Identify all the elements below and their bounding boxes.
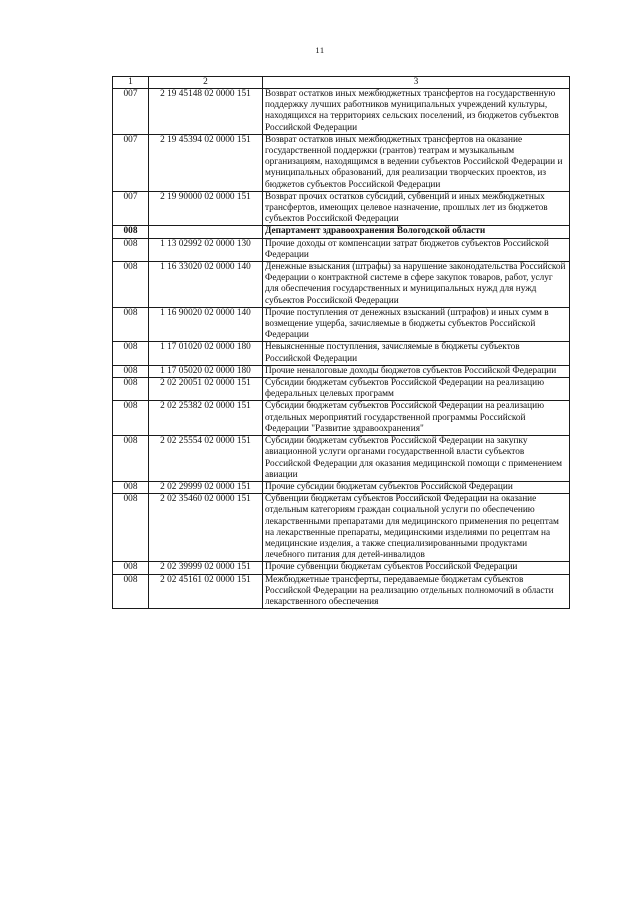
- admin-code-cell: 008: [113, 481, 149, 493]
- table-row: [113, 494, 570, 562]
- description-cell: Прочие доходы от компенсации затрат бюджетов субъектов Российской Федерации: [263, 238, 570, 261]
- admin-code-cell: 008: [113, 574, 149, 609]
- admin-code-cell: 008: [113, 342, 149, 365]
- table-row: [113, 89, 570, 135]
- budget-code-cell: 2 02 45161 02 0000 151: [149, 574, 263, 609]
- admin-code-cell: 007: [113, 89, 149, 135]
- table-row: [113, 401, 570, 436]
- description-cell: Субсидии бюджетам субъектов Российской Федерации на реализацию федеральных целевых программ: [263, 378, 570, 401]
- budget-code-cell: 2 02 35460 02 0000 151: [149, 494, 263, 562]
- table-row: [113, 191, 570, 226]
- table-body: [113, 89, 570, 609]
- table-row: [113, 134, 570, 191]
- table-row: [113, 436, 570, 482]
- admin-code-cell: 008: [113, 307, 149, 342]
- budget-code-cell: 1 16 33020 02 0000 140: [149, 262, 263, 308]
- budget-code-cell: 2 02 20051 02 0000 151: [149, 378, 263, 401]
- budget-code-cell: 2 02 29999 02 0000 151: [149, 481, 263, 493]
- admin-code-cell: 008: [113, 401, 149, 436]
- admin-code-cell: 008: [113, 238, 149, 261]
- admin-code-cell: 008: [113, 262, 149, 308]
- description-cell: Возврат остатков иных межбюджетных трансфертов на оказание государственной поддержки (грантов) театрам и музыкальным организациям, находящимся в ведении субъектов Российской Федерации и муниципальных образований, для реализации творческих проектов, из бюджетов субъектов Российской Федерации: [263, 134, 570, 191]
- column-header: 3: [263, 77, 570, 89]
- budget-code-cell: 2 02 39999 02 0000 151: [149, 562, 263, 574]
- admin-code-cell: 008: [113, 226, 149, 238]
- table-row: [113, 378, 570, 401]
- description-cell: Департамент здравоохранения Вологодской области: [263, 226, 570, 238]
- budget-code-cell: 2 19 45394 02 0000 151: [149, 134, 263, 191]
- budget-code-cell: 2 02 25382 02 0000 151: [149, 401, 263, 436]
- page-number: 11: [315, 45, 325, 55]
- description-cell: Субсидии бюджетам субъектов Российской Федерации на закупку авиационной услуги органами государственной власти субъектов Российской Федерации для оказания медицинской помощи с применением авиации: [263, 436, 570, 482]
- table-row: [113, 262, 570, 308]
- table-row: [113, 226, 570, 238]
- budget-code-cell: 1 16 90020 02 0000 140: [149, 307, 263, 342]
- budget-code-cell: 1 13 02992 02 0000 130: [149, 238, 263, 261]
- admin-code-cell: 008: [113, 365, 149, 377]
- budget-code-cell: 1 17 01020 02 0000 180: [149, 342, 263, 365]
- column-header: 2: [149, 77, 263, 89]
- table-row: [113, 238, 570, 261]
- admin-code-cell: 008: [113, 494, 149, 562]
- description-cell: Прочие поступления от денежных взысканий (штрафов) и иных сумм в возмещение ущерба, зачисляемые в бюджеты субъектов Российской Федерации: [263, 307, 570, 342]
- table-row: [113, 574, 570, 609]
- column-header: 1: [113, 77, 149, 89]
- admin-code-cell: 008: [113, 562, 149, 574]
- description-cell: Субсидии бюджетам субъектов Российской Федерации на реализацию отдельных мероприятий государственной программы Российской Федерации "Развитие здравоохранения": [263, 401, 570, 436]
- description-cell: Субвенции бюджетам субъектов Российской Федерации на оказание отдельным категориям граждан социальной услуги по обеспечению лекарственными препаратами для медицинского применения по рецептам на лекарственные препараты, медицинскими изделиями по рецептам на медицинские изделия, а также специализированными продуктами лечебного питания для детей-инвалидов: [263, 494, 570, 562]
- description-cell: Межбюджетные трансферты, передаваемые бюджетам субъектов Российской Федерации на реализацию отдельных полномочий в области лекарственного обеспечения: [263, 574, 570, 609]
- description-cell: Прочие неналоговые доходы бюджетов субъектов Российской Федерации: [263, 365, 570, 377]
- budget-code-cell: 1 17 05020 02 0000 180: [149, 365, 263, 377]
- admin-code-cell: 007: [113, 191, 149, 226]
- table-row: [113, 562, 570, 574]
- description-cell: Возврат остатков иных межбюджетных трансфертов на государственную поддержку лучших работников муниципальных учреждений культуры, находящихся на территориях сельских поселений, из бюджетов субъектов Российской Федерации: [263, 89, 570, 135]
- description-cell: Невыясненные поступления, зачисляемые в бюджеты субъектов Российской Федерации: [263, 342, 570, 365]
- admin-code-cell: 008: [113, 378, 149, 401]
- table-row: [113, 365, 570, 377]
- description-cell: Прочие субвенции бюджетам субъектов Российской Федерации: [263, 562, 570, 574]
- budget-code-cell: [149, 226, 263, 238]
- table-row: [113, 307, 570, 342]
- description-cell: Прочие субсидии бюджетам субъектов Российской Федерации: [263, 481, 570, 493]
- table-header-row: [113, 77, 570, 89]
- budget-code-cell: 2 19 90000 02 0000 151: [149, 191, 263, 226]
- description-cell: Денежные взыскания (штрафы) за нарушение законодательства Российской Федерации о контрактной системе в сфере закупок товаров, работ, услуг для обеспечения государственных и муниципальных нужд для нужд субъектов Российской Федерации: [263, 262, 570, 308]
- description-cell: Возврат прочих остатков субсидий, субвенций и иных межбюджетных трансфертов, имеющих целевое назначение, прошлых лет из бюджетов субъектов Российской Федерации: [263, 191, 570, 226]
- revenue-codes-table: [112, 76, 570, 609]
- table-row: [113, 342, 570, 365]
- budget-code-cell: 2 19 45148 02 0000 151: [149, 89, 263, 135]
- budget-code-cell: 2 02 25554 02 0000 151: [149, 436, 263, 482]
- admin-code-cell: 008: [113, 436, 149, 482]
- admin-code-cell: 007: [113, 134, 149, 191]
- table-row: [113, 481, 570, 493]
